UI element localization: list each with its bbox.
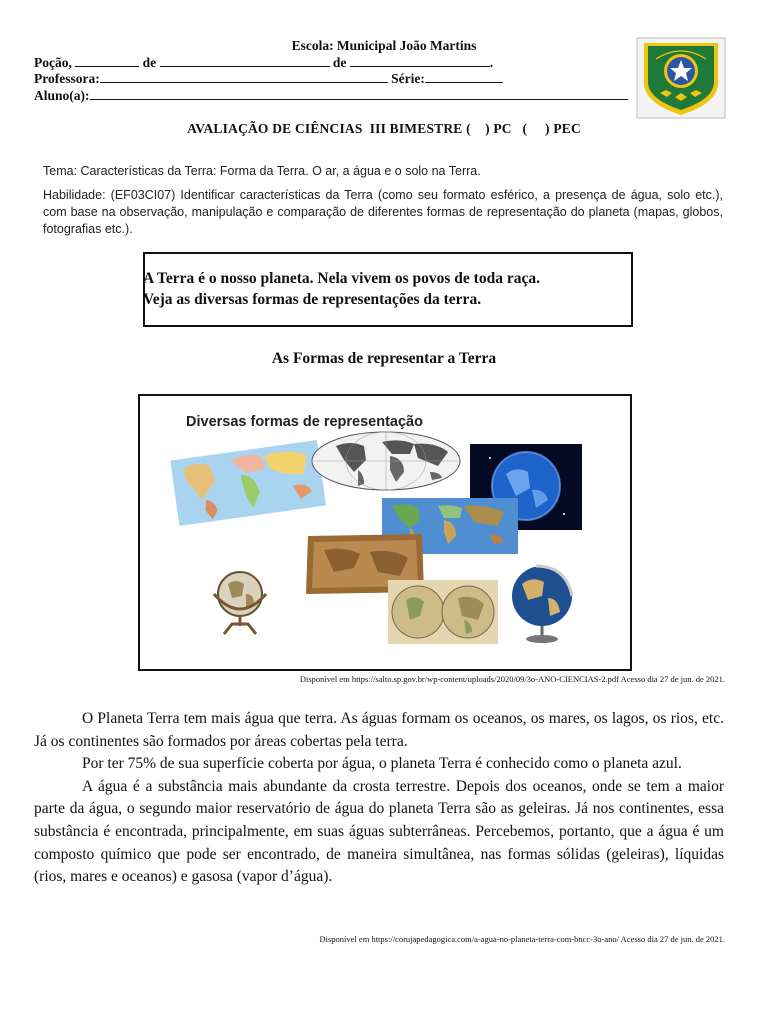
date-de-2: de [332, 55, 347, 70]
teacher-line [34, 71, 634, 87]
student-line [34, 88, 644, 104]
grade-field[interactable] [425, 71, 503, 83]
section-title: As Formas de representar a Terra [271, 350, 497, 367]
day-field[interactable] [75, 55, 139, 67]
flat-world-map-icon [168, 436, 328, 528]
teacher-label: Professora: [34, 71, 100, 86]
antique-globe-icon [202, 564, 278, 636]
collage-title: Diversas formas de representação [186, 414, 423, 430]
date-end: . [489, 55, 494, 70]
paragraph-3: A água é a substância mais abundante da crosta terrestre. Depois dos oceanos, onde se tem a maior parte da água, o segundo maior reservatório de água do planeta Terra são as geleiras. Já nos continentes, essa substância é encontrada, principalmente, em suas águas subterrâneas. Percebemos, portanto, que a água é um composto químico que pode ser encontrado, de maneira simultânea, nas formas sólidas (geleiras), líquidas (rios, mares e oceanos) e gasosa (vapor d’água). [34, 777, 724, 886]
month-field[interactable] [160, 55, 330, 67]
intro-line-1: A Terra é o nosso planeta. Nela vivem os povos de toda raça. [143, 270, 540, 287]
paragraph-1: O Planeta Terra tem mais água que terra. As águas formam os oceanos, os mares, os lagos, os rios, etc. Já os continentes são formados por áreas cobertas pela terra. [34, 710, 724, 750]
theme-text: Tema: Características da Terra: Forma da Terra. O ar, a água e o solo na Terra. [43, 164, 481, 178]
skill-text: Habilidade: (EF03CI07) Identificar características da Terra (como seu formato esférico, a presença de água, solo etc.), com base na observação, manipulação e comparação de diferentes formas de representação do planeta (mapas, globos, fotografias etc.). [43, 188, 723, 236]
modern-globe-icon [500, 560, 586, 646]
student-label: Aluno(a): [34, 88, 90, 103]
school-crest-logo [636, 37, 726, 119]
hemispheres-map-icon [388, 580, 498, 644]
text-credit: Disponível em https://corujapedagogica.com/a-agua-no-planeta-terra-com-bncc-3o-ano/ Acesso dia 27 de jun. de 2021. [319, 934, 725, 944]
representations-collage [138, 394, 632, 671]
location-date-line [34, 55, 634, 71]
date-de-1: de [142, 55, 157, 70]
body-text [34, 708, 724, 889]
image-credit: Disponível em https://salto.sp.gov.br/wp-content/uploads/2020/09/3o-ANO-CIENCIAS-2.pdf Acesso dia 27 de jun. de 2021. [299, 674, 725, 684]
student-field[interactable] [90, 88, 628, 100]
exam-title: AVALIAÇÃO DE CIÊNCIAS III BIMESTRE ( ) PC ( ) PEC [187, 121, 581, 136]
intro-box [143, 252, 633, 327]
intro-line-2: Veja as diversas formas de representações da terra. [143, 291, 482, 308]
year-field[interactable] [350, 55, 490, 67]
school-name: Escola: Municipal João Martins [291, 38, 477, 53]
paragraph-2: Por ter 75% de sua superfície coberta por água, o planeta Terra é conhecido como o planeta azul. [82, 755, 682, 773]
teacher-field[interactable] [100, 71, 388, 83]
school-crest-icon [636, 37, 726, 119]
grade-label: Série: [391, 71, 425, 86]
oval-projection-map-icon [310, 430, 462, 492]
location-label: Poção, [34, 55, 72, 70]
